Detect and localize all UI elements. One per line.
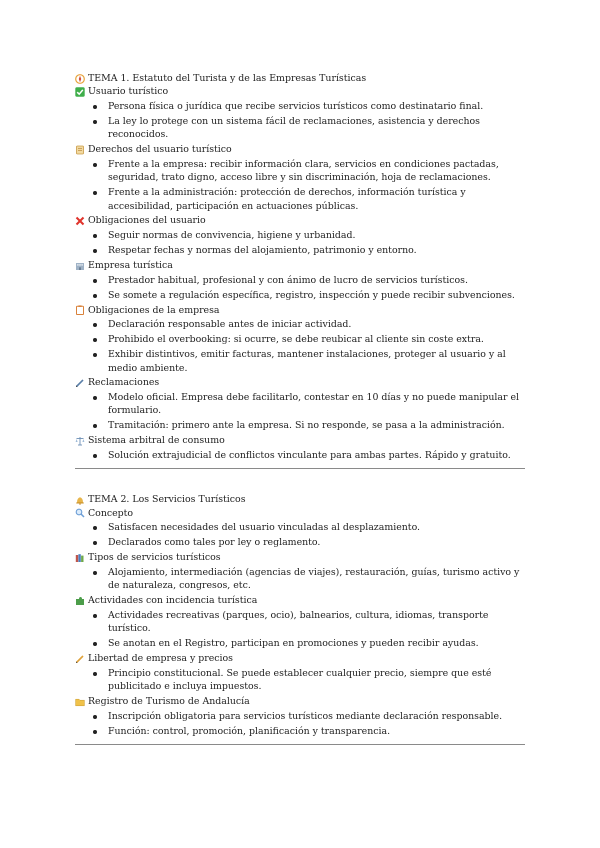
bullet-list xyxy=(75,274,525,302)
section-title: Reclamaciones xyxy=(88,377,160,389)
section-heading xyxy=(75,214,525,227)
list-item: Exhibir distintivos, emitir facturas, mantener instalaciones, proteger al usuario y al medio ambiente. xyxy=(75,348,525,375)
building-icon xyxy=(75,261,85,271)
section-title: Obligaciones de la empresa xyxy=(88,304,220,316)
tema1-title: TEMA 1. Estatuto del Turista y de las Empresas Turísticas xyxy=(88,73,367,84)
list-item: Prestador habitual, profesional y con ánimo de lucro de servicios turísticos. xyxy=(75,274,525,287)
document-page xyxy=(75,72,525,745)
section-title: Derechos del usuario turístico xyxy=(88,144,232,156)
list-item: Actividades recreativas (parques, ocio), balnearios, cultura, idiomas, transporte turístico. xyxy=(75,609,525,636)
cross-mark-icon xyxy=(75,216,85,226)
section-heading xyxy=(75,259,525,272)
section-title: Registro de Turismo de Andalucía xyxy=(88,695,250,707)
section-title: Actividades con incidencia turística xyxy=(88,595,258,607)
section-heading xyxy=(75,551,525,564)
check-icon xyxy=(75,87,85,97)
bullet-list xyxy=(75,566,525,593)
tema1-heading xyxy=(75,72,525,85)
tema2-heading xyxy=(75,493,525,506)
section-title: Tipos de servicios turísticos xyxy=(88,552,221,564)
bullet-list xyxy=(75,100,525,142)
scales-icon xyxy=(75,436,85,446)
section-heading xyxy=(75,376,525,389)
bullet-list xyxy=(75,667,525,694)
horizontal-rule xyxy=(75,744,525,745)
list-item: Se somete a regulación específica, registro, inspección y puede recibir subvenciones. xyxy=(75,289,525,302)
list-item: Prohibido el overbooking: si ocurre, se debe reubicar al cliente sin coste extra. xyxy=(75,333,525,346)
list-item: Alojamiento, intermediación (agencias de viajes), restauración, guías, turismo activo y de naturaleza, congresos, etc. xyxy=(75,566,525,593)
bullet-list xyxy=(75,710,525,738)
section-heading xyxy=(75,85,525,98)
section-heading xyxy=(75,594,525,607)
list-item: Inscripción obligatoria para servicios turísticos mediante declaración responsable. xyxy=(75,710,525,723)
compass-icon xyxy=(75,74,85,84)
bullet-list xyxy=(75,521,525,549)
list-item: Frente a la empresa: recibir información clara, servicios en condiciones pactadas, seguridad, trato digno, acceso libre y sin discriminación, hoja de reclamaciones. xyxy=(75,158,525,185)
bell-icon xyxy=(75,495,85,505)
section-heading xyxy=(75,434,525,447)
folder-icon xyxy=(75,697,85,707)
section-title: Usuario turístico xyxy=(88,86,169,98)
list-item: Función: control, promoción, planificación y transparencia. xyxy=(75,725,525,738)
bullet-list xyxy=(75,318,525,375)
list-item: Satisfacen necesidades del usuario vinculadas al desplazamiento. xyxy=(75,521,525,534)
section-title: Concepto xyxy=(88,507,134,519)
bullet-list xyxy=(75,158,525,213)
books-icon xyxy=(75,553,85,563)
tema2-title: TEMA 2. Los Servicios Turísticos xyxy=(88,494,246,506)
bullet-list xyxy=(75,391,525,433)
list-item: Tramitación: primero ante la empresa. Si no responde, se pasa a la administración. xyxy=(75,419,525,432)
bullet-list xyxy=(75,449,525,462)
list-item: Persona física o jurídica que recibe servicios turísticos como destinatario final. xyxy=(75,100,525,113)
clipboard-icon xyxy=(75,305,85,315)
magnifier-icon xyxy=(75,508,85,518)
section-title: Obligaciones del usuario xyxy=(88,215,206,227)
list-item: Principio constitucional. Se puede establecer cualquier precio, siempre que esté publicitado e incluya impuestos. xyxy=(75,667,525,694)
bullet-list xyxy=(75,609,525,651)
list-item: Se anotan en el Registro, participan en promociones y pueden recibir ayudas. xyxy=(75,637,525,650)
list-item: Solución extrajudicial de conflictos vinculante para ambas partes. Rápido y gratuito. xyxy=(75,449,525,462)
scroll-icon xyxy=(75,145,85,155)
section-heading xyxy=(75,695,525,708)
list-item: Declarados como tales por ley o reglamento. xyxy=(75,536,525,549)
list-item: Declaración responsable antes de iniciar actividad. xyxy=(75,318,525,331)
section-heading xyxy=(75,652,525,665)
list-item: Frente a la administración: protección de derechos, información turística y accesibilidad, participación en actuaciones públicas. xyxy=(75,186,525,213)
list-item: Modelo oficial. Empresa debe facilitarlo, contestar en 10 días y no puede manipular el formulario. xyxy=(75,391,525,418)
section-heading xyxy=(75,304,525,317)
bullet-list xyxy=(75,229,525,257)
section-heading xyxy=(75,507,525,520)
list-item: La ley lo protege con un sistema fácil de reclamaciones, asistencia y derechos reconocidos. xyxy=(75,115,525,142)
list-item: Seguir normas de convivencia, higiene y urbanidad. xyxy=(75,229,525,242)
pen-icon xyxy=(75,654,85,664)
pen-icon xyxy=(75,378,85,388)
section-heading xyxy=(75,143,525,156)
section-title: Empresa turística xyxy=(88,259,173,271)
list-item: Respetar fechas y normas del alojamiento, patrimonio y entorno. xyxy=(75,244,525,257)
section-title: Libertad de empresa y precios xyxy=(88,652,233,664)
section-title: Sistema arbitral de consumo xyxy=(88,435,225,447)
puzzle-icon xyxy=(75,596,85,606)
